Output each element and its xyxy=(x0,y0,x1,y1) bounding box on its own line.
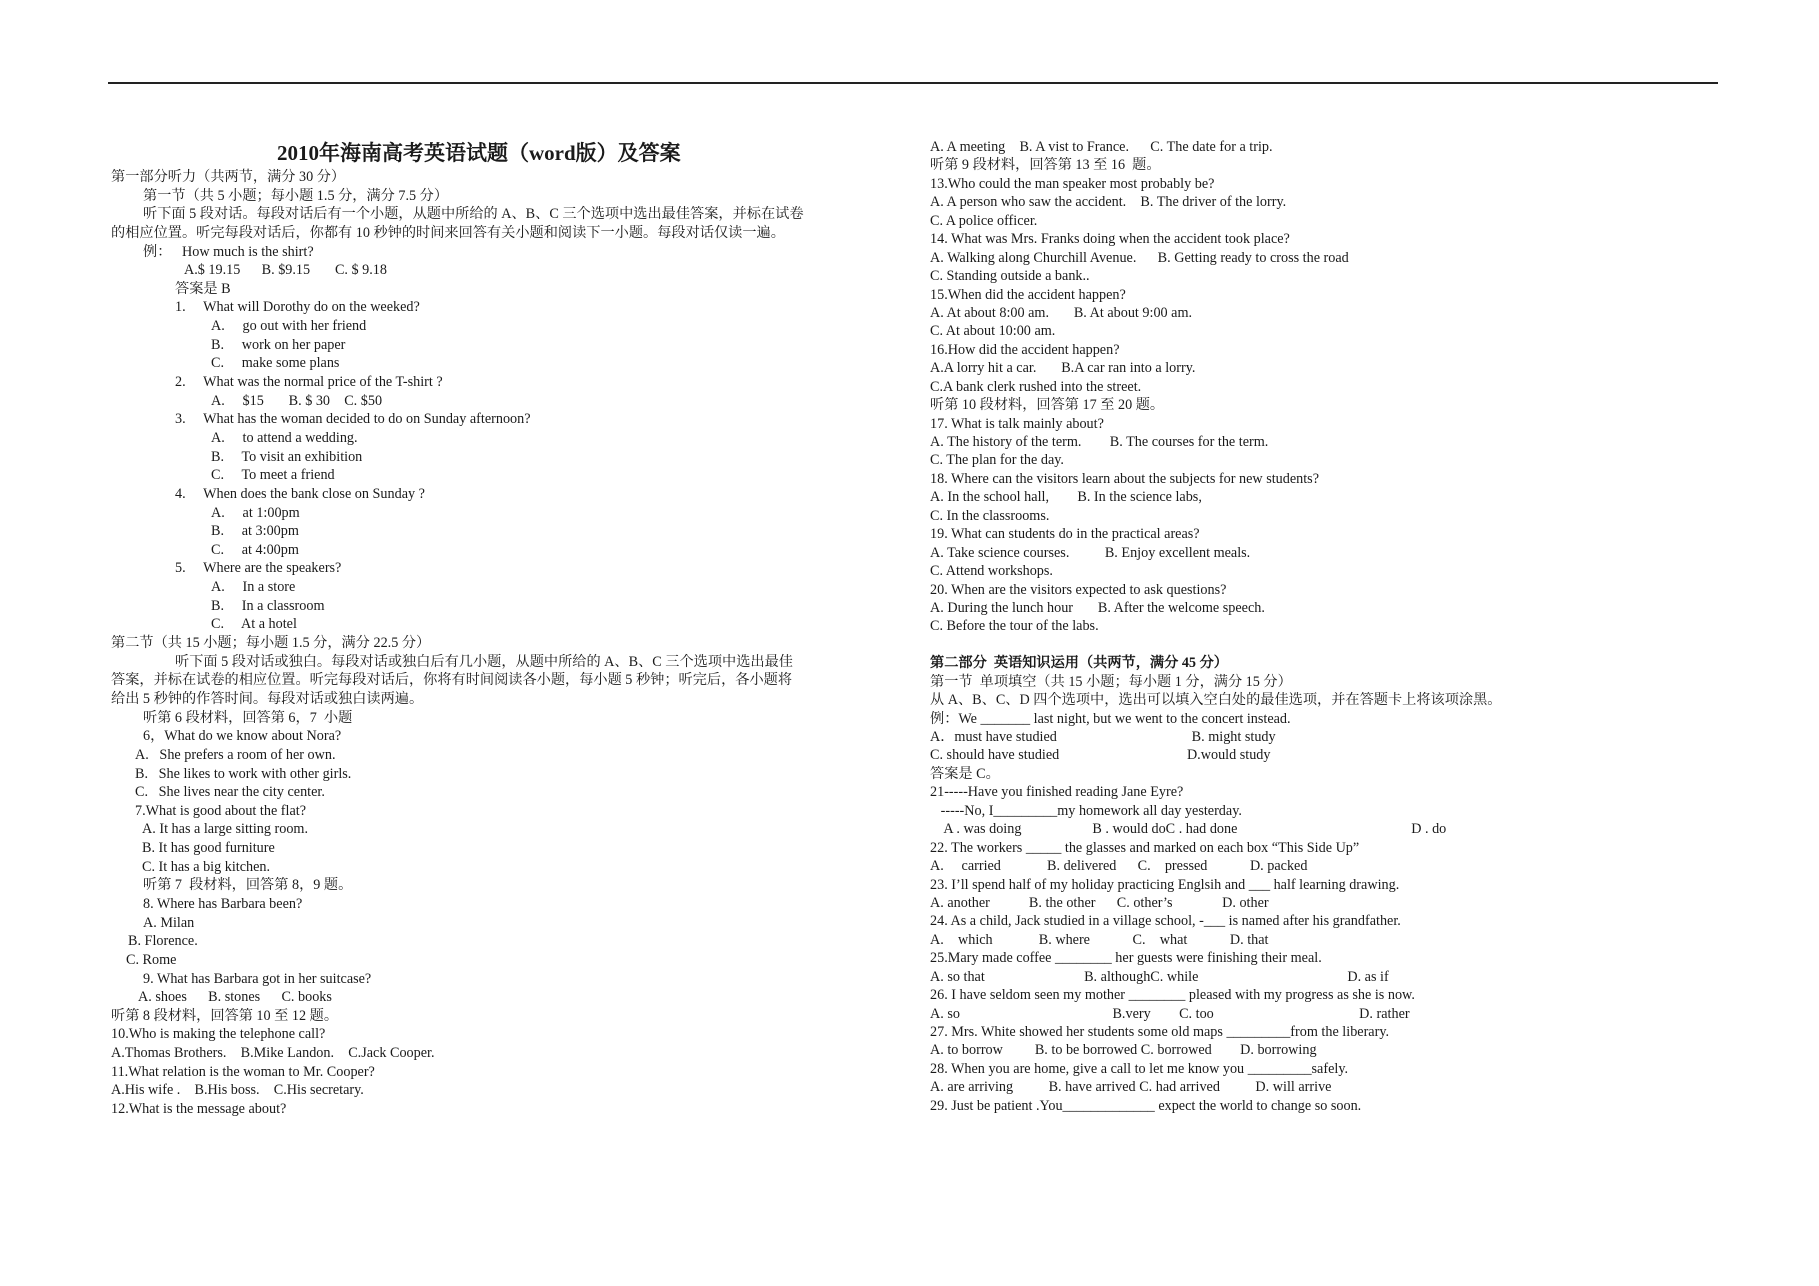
right-line: 从 A、B、C、D 四个选项中，选出可以填入空白处的最佳选项，并在答题卡上将该项涂黑。 xyxy=(930,692,1502,709)
right-line: A. A meeting B. A vist to France. C. The date for a trip. xyxy=(930,139,1273,155)
left-line: A. at 1:00pm xyxy=(211,504,300,521)
left-line: A.Thomas Brothers. B.Mike Landon. C.Jack Cooper. xyxy=(111,1045,435,1062)
right-line: A. another B. the other C. other’s D. other xyxy=(930,894,1269,911)
left-line: B. Florence. xyxy=(128,933,198,950)
right-column xyxy=(930,138,1720,1115)
left-line: C. At a hotel xyxy=(211,616,297,633)
left-line: A. shoes B. stones C. books xyxy=(138,989,332,1006)
left-line: B. It has good furniture xyxy=(142,840,275,857)
right-line: 14. What was Mrs. Franks doing when the accident took place? xyxy=(930,231,1290,248)
left-line: 2. What was the normal price of the T-shirt ? xyxy=(175,374,443,391)
right-line: C. should have studied D.would study xyxy=(930,747,1271,764)
right-line: 23. I’ll spend half of my holiday practicing Englsih and ___ half learning drawing. xyxy=(930,876,1400,893)
left-line: 8. Where has Barbara been? xyxy=(143,895,303,912)
right-line: 24. As a child, Jack studied in a village school, -___ is named after his grandfather. xyxy=(930,913,1401,930)
left-line: B. She likes to work with other girls. xyxy=(135,765,352,782)
left-line: 5. Where are the speakers? xyxy=(175,560,342,577)
right-line: 21-----Have you finished reading Jane Eyre? xyxy=(930,784,1184,801)
page-title: 2010年海南高考英语试题（word版）及答案 xyxy=(277,141,681,165)
left-line: 听第 7 段材料，回答第 8，9 题。 xyxy=(143,877,353,894)
left-line: A. She prefers a room of her own. xyxy=(135,746,336,763)
left-line: 6，What do we know about Nora? xyxy=(143,728,342,745)
left-line: 3. What has the woman decided to do on Sunday afternoon? xyxy=(175,411,531,428)
left-line: 听第 6 段材料，回答第 6，7 小题 xyxy=(143,709,353,726)
left-line: C. To meet a friend xyxy=(211,467,335,484)
right-line: A . was doing B . would doC . had done D . do xyxy=(930,821,1447,838)
left-line: 11.What relation is the woman to Mr. Cooper? xyxy=(111,1063,375,1080)
right-line: 22. The workers _____ the glasses and marked on each box “This Side Up” xyxy=(930,839,1360,856)
left-line: B. work on her paper xyxy=(211,336,346,353)
left-line: 的相应位置。听完每段对话后，你都有 10 秒钟的时间来回答有关小题和阅读下一小题。每段对话仅读一遍。 xyxy=(111,224,785,241)
left-line: 4. When does the bank close on Sunday ? xyxy=(175,485,425,502)
left-line: C. Rome xyxy=(126,951,177,968)
right-line: 19. What can students do in the practical areas? xyxy=(930,526,1200,543)
right-line: C. At about 10:00 am. xyxy=(930,323,1056,340)
left-line: 答案，并标在试卷的相应位置。听完每段对话后，你将有时间阅读各小题，每小题 5 秒钟；听完后，各小题将 xyxy=(111,672,793,689)
right-line: -----No, I_________my homework all day yesterday. xyxy=(930,802,1242,819)
left-line: 听下面 5 段对话或独白。每段对话或独白后有几小题，从题中所给的 A、B、C 三个选项中选出最佳 xyxy=(175,653,793,670)
right-line: 18. Where can the visitors learn about the subjects for new students? xyxy=(930,470,1319,487)
left-line: A. It has a large sitting room. xyxy=(142,821,309,838)
left-line: 10.Who is making the telephone call? xyxy=(111,1026,326,1043)
right-line: C. In the classrooms. xyxy=(930,507,1050,524)
header-rule xyxy=(108,82,1718,84)
right-line: 20. When are the visitors expected to ask questions? xyxy=(930,581,1227,598)
left-line: A. to attend a wedding. xyxy=(211,429,358,446)
right-line: 听第 9 段材料，回答第 13 至 16 题。 xyxy=(930,157,1161,174)
right-line: 17. What is talk mainly about? xyxy=(930,415,1104,432)
right-line: A. The history of the term. B. The courses for the term. xyxy=(930,434,1269,450)
right-line: A. At about 8:00 am. B. At about 9:00 am. xyxy=(930,304,1193,321)
right-line: A. During the lunch hour B. After the welcome speech. xyxy=(930,599,1265,616)
right-line: C. A police officer. xyxy=(930,212,1038,229)
right-line: A. so that B. althoughC. while D. as if xyxy=(930,968,1389,985)
left-line: 12.What is the message about? xyxy=(111,1101,287,1118)
right-line: C. Attend workshops. xyxy=(930,563,1053,580)
left-line: A. In a store xyxy=(211,579,296,596)
right-line: A. so B.very C. too D. rather xyxy=(930,1005,1410,1022)
left-line: A. go out with her friend xyxy=(211,318,367,335)
left-line: A.His wife . B.His boss. C.His secretary. xyxy=(111,1082,364,1099)
right-line: C.A bank clerk rushed into the street. xyxy=(930,378,1142,395)
right-line: 26. I have seldom seen my mother ________ pleased with my progress as she is now. xyxy=(930,987,1415,1004)
left-line: B. at 3:00pm xyxy=(211,523,299,540)
left-line: C. It has a big kitchen. xyxy=(142,858,271,875)
left-line: 7.What is good about the flat? xyxy=(135,802,306,819)
right-line: A. A person who saw the accident. B. The driver of the lorry. xyxy=(930,194,1287,211)
left-line: C. She lives near the city center. xyxy=(135,784,325,801)
left-column xyxy=(111,138,901,1119)
right-line: 13.Who could the man speaker most probably be? xyxy=(930,175,1215,192)
left-line: 听下面 5 段对话。每段对话后有一个小题，从题中所给的 A、B、C 三个选项中选出最佳答案，并标在试卷 xyxy=(143,206,804,223)
left-line: A. Milan xyxy=(143,914,195,931)
right-line: A. are arriving B. have arrived C. had arrived D. will arrive xyxy=(930,1079,1332,1096)
left-line: B. To visit an exhibition xyxy=(211,448,363,465)
left-line: A.$ 19.15 B. $9.15 C. $ 9.18 xyxy=(184,262,387,279)
right-line: 28. When you are home, give a call to let me know you _________safely. xyxy=(930,1060,1349,1077)
right-line: C. Standing outside a bank.. xyxy=(930,268,1090,285)
left-line: A. $15 B. $ 30 C. $50 xyxy=(211,392,383,409)
right-line: A. carried B. delivered C. pressed D. packed xyxy=(930,858,1308,875)
left-line: B. In a classroom xyxy=(211,597,325,614)
right-line: 第二部分 英语知识运用（共两节，满分 45 分） xyxy=(930,655,1228,672)
right-line: 15.When did the accident happen? xyxy=(930,286,1126,303)
left-line: 第一部分听力（共两节，满分 30 分） xyxy=(111,169,346,185)
right-line: 答案是 C。 xyxy=(930,765,1000,782)
left-line: 给出 5 秒钟的作答时间。每段对话或独白读两遍。 xyxy=(111,690,424,707)
right-line: A. to borrow B. to be borrowed C. borrowed D. borrowing xyxy=(930,1042,1317,1059)
right-line: A．must have studied B. might study xyxy=(930,729,1276,745)
right-line: 例：We _______ last night, but we went to the concert instead. xyxy=(930,710,1291,727)
right-line: A.A lorry hit a car. B.A car ran into a lorry. xyxy=(930,360,1196,377)
left-line: 例： How much is the shirt? xyxy=(143,243,314,260)
left-line: 听第 8 段材料，回答第 10 至 12 题。 xyxy=(111,1007,339,1024)
right-line: A. Take science courses. B. Enjoy excellent meals. xyxy=(930,544,1251,561)
right-line: C. The plan for the day. xyxy=(930,452,1064,469)
right-line xyxy=(930,636,1720,654)
left-line: 答案是 B xyxy=(175,280,231,297)
right-line: 25.Mary made coffee ________ her guests were finishing their meal. xyxy=(930,950,1322,967)
right-line: A. Walking along Churchill Avenue. B. Getting ready to cross the road xyxy=(930,249,1349,266)
left-line: 1. What will Dorothy do on the weeked? xyxy=(175,299,420,316)
left-line: 第二节（共 15 小题；每小题 1.5 分，满分 22.5 分） xyxy=(111,635,431,652)
right-line: 第一节 单项填空（共 15 小题；每小题 1 分，满分 15 分） xyxy=(930,673,1292,690)
right-line: 29. Just be patient .You_____________ expect the world to change so soon. xyxy=(930,1097,1362,1114)
left-line: C. at 4:00pm xyxy=(211,541,299,558)
right-line: 27. Mrs. White showed her students some old maps _________from the liberary. xyxy=(930,1024,1390,1040)
right-line: 16.How did the accident happen? xyxy=(930,341,1120,358)
right-line: C. Before the tour of the labs. xyxy=(930,618,1099,635)
right-line: A. In the school hall, B. In the science labs, xyxy=(930,489,1202,506)
left-line: 第一节（共 5 小题；每小题 1.5 分，满分 7.5 分） xyxy=(143,187,449,204)
right-line: A. which B. where C. what D. that xyxy=(930,931,1269,948)
left-line: C. make some plans xyxy=(211,355,340,372)
left-line: 9. What has Barbara got in her suitcase? xyxy=(143,970,372,987)
right-line: 听第 10 段材料，回答第 17 至 20 题。 xyxy=(930,397,1165,414)
